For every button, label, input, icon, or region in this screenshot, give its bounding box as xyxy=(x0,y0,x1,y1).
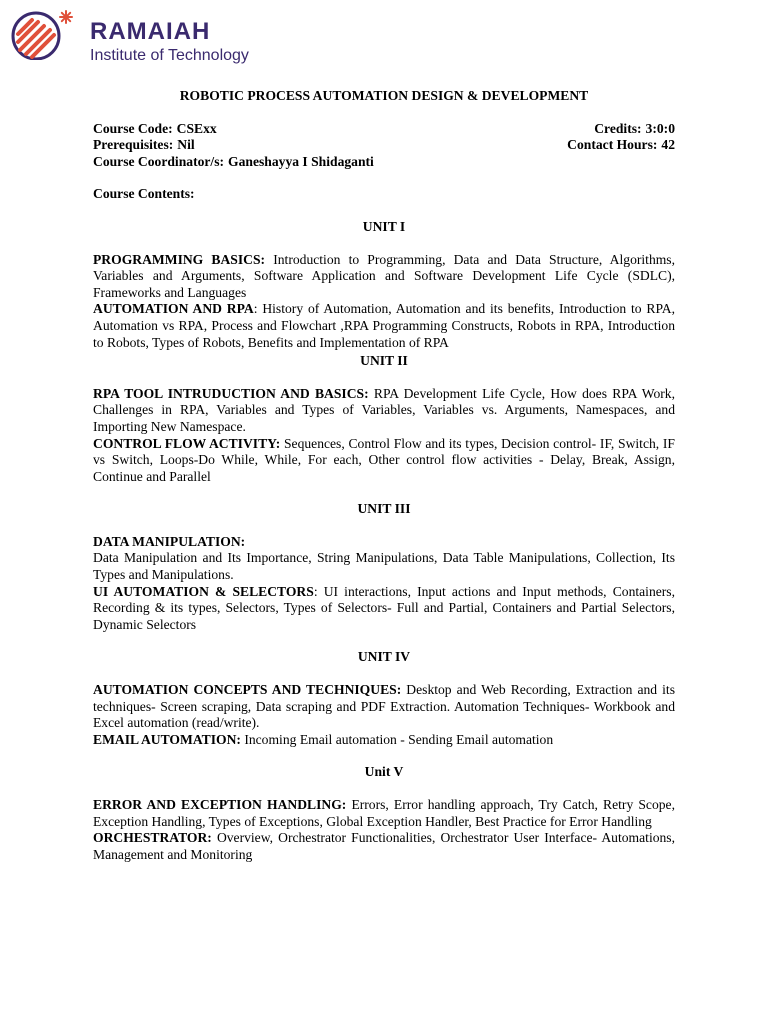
prerequisites-label: Prerequisites: xyxy=(93,137,174,153)
topic-heading: UI AUTOMATION & SELECTORS xyxy=(93,583,314,599)
coordinator xyxy=(93,154,374,171)
topic-text: Errors, Error handling approach, Try Catch, Retry Scope, Exception Handling, Types of Exceptions, Global Exception Handler, Best Practice for Error Handling xyxy=(93,797,675,829)
course-title: ROBOTIC PROCESS AUTOMATION DESIGN & DEVELOPMENT xyxy=(179,88,589,103)
topic-text: Introduction to Programming, Data and Data Structure, Algorithms, Variables and Arguments, Software Application and Software Development Life Cycle (SDLC), Frameworks and Languages xyxy=(93,251,676,300)
topic-text: Data Manipulation and Its Importance, String Manipulations, Data Table Manipulations, Collection, Its Types and Manipulations. xyxy=(93,550,675,583)
topic-text: Desktop and Web Recording, Extraction and its techniques- Screen scraping, Data scraping and PDF Extraction. Automation Techniques- Workbook and Excel automation (read/write). xyxy=(93,682,675,731)
contact-hours xyxy=(567,137,675,154)
unit-title-2: UNIT II xyxy=(360,353,408,369)
topic-ui-automation-selectors xyxy=(93,584,675,634)
topic-text: RPA Development Life Cycle, How does RPA Work, Challenges in RPA, Variables and Types of Variables, Variables vs. Arguments, Namespaces, and Importing New Namespace. xyxy=(93,385,675,434)
coordinator-label: Course Coordinator/s: xyxy=(93,153,225,169)
syllabus-document xyxy=(93,88,675,863)
topic-text: Overview, Orchestrator Functionalities, Orchestrator User Interface- Automations, Management and Monitoring xyxy=(93,830,675,862)
topic-heading: AUTOMATION CONCEPTS AND TECHNIQUES: xyxy=(93,682,402,698)
topic-email-automation xyxy=(93,732,675,749)
credits xyxy=(594,121,675,138)
meta-row-code-credits xyxy=(93,121,675,138)
topic-automation-and-rpa xyxy=(93,301,675,351)
topic-error-exception-handling xyxy=(93,797,675,830)
course-code-label: Course Code: xyxy=(93,120,173,136)
brand-name: RAMAIAH xyxy=(90,18,211,45)
topic-heading: ERROR AND EXCEPTION HANDLING: xyxy=(93,797,347,812)
topic-heading: PROGRAMMING BASICS: xyxy=(93,251,266,267)
topic-heading: RPA TOOL INTRUDUCTION AND BASICS: xyxy=(93,385,369,401)
unit-title-5: Unit V xyxy=(364,764,404,780)
unit-title-3: UNIT III xyxy=(357,501,411,517)
meta-row-coordinator xyxy=(93,154,675,171)
topic-heading: AUTOMATION AND RPA xyxy=(93,301,254,317)
topic-heading: CONTROL FLOW ACTIVITY: xyxy=(93,435,281,451)
topic-rpa-tool-basics xyxy=(93,386,675,436)
topic-heading: DATA MANIPULATION: xyxy=(93,533,246,549)
credits-value: 3:0:0 xyxy=(645,120,675,136)
topic-heading: ORCHESTRATOR: xyxy=(93,830,212,846)
topic-text: Sequences, Control Flow and its types, Decision control- IF, Switch, IF vs Switch, Loops-Do While, While, For each, Other control flow activities - Delay, Break, Assign, Continue and Parallel xyxy=(93,435,675,484)
topic-text: : UI interactions, Input actions and Input methods, Containers, Recording & its types, Selectors, Types of Selectors- Full and Partial, Containers and Partial Selectors, Dynamic Selectors xyxy=(93,583,675,632)
topic-control-flow-activity xyxy=(93,436,675,486)
contact-hours-value: 42 xyxy=(661,137,675,153)
credits-label: Credits: xyxy=(594,120,642,136)
unit-title-4: UNIT IV xyxy=(357,649,411,665)
coordinator-value: Ganeshayya I Shidaganti xyxy=(228,153,374,169)
meta-row-prereq-hours xyxy=(93,137,675,154)
course-contents-label: Course Contents: xyxy=(93,186,195,202)
unit-title-1: UNIT I xyxy=(362,218,406,234)
topic-text: Incoming Email automation - Sending Email automation xyxy=(244,731,554,747)
ramaiah-logo-mark-icon xyxy=(10,8,74,60)
institute-logo xyxy=(10,8,280,64)
topic-heading: EMAIL AUTOMATION: xyxy=(93,731,241,747)
topic-orchestrator xyxy=(93,830,675,863)
course-code-value: CSExx xyxy=(176,120,217,136)
topic-text: : History of Automation, Automation and its benefits, Introduction to RPA, Automation vs RPA, Process and Flowchart ,RPA Programming Constructs, Robots in RPA, Introduction to Robots, Types of Robots, Benefits and Implementation of RPA xyxy=(93,301,675,350)
topic-automation-concepts xyxy=(93,682,675,732)
brand-subtitle: Institute of Technology xyxy=(90,47,249,64)
topic-data-manipulation xyxy=(93,534,675,584)
topic-programming-basics xyxy=(93,252,675,302)
prerequisites xyxy=(93,137,195,154)
course-code xyxy=(93,121,217,138)
prerequisites-value: Nil xyxy=(177,137,195,153)
contact-hours-label: Contact Hours: xyxy=(567,137,658,153)
